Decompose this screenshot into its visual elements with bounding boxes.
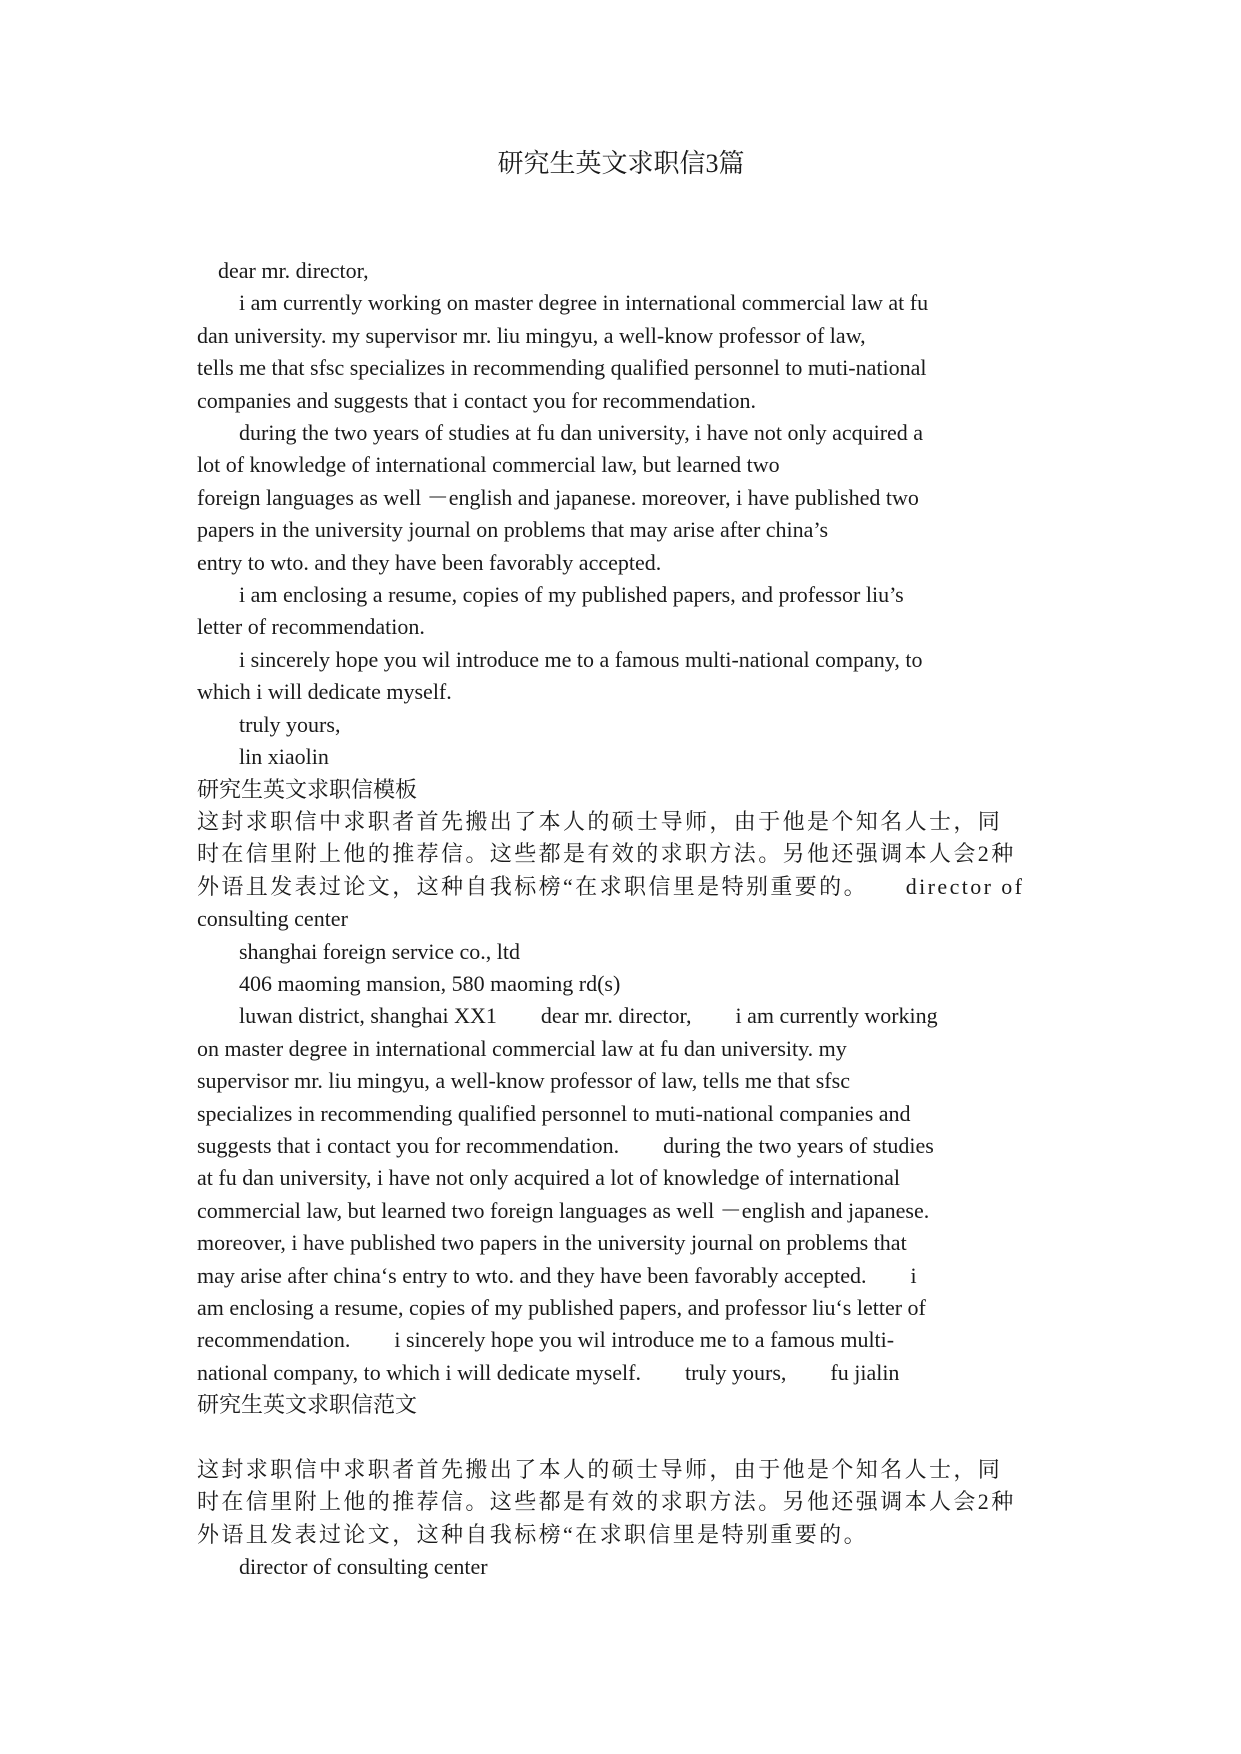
text-line: which i will dedicate myself. (197, 679, 452, 705)
text-line: companies and suggests that i contact you for recommendation. (197, 387, 757, 413)
text-line: 这封求职信中求职者首先搬出了本人的硕士导师，由于他是个知名人士，同 (197, 1457, 1003, 1483)
text-line: truly yours, (239, 711, 341, 737)
text-line: tells me that sfsc specializes in recommending qualified personnel to muti-national (197, 355, 927, 381)
document-content (0, 146, 1241, 1584)
text-line: entry to wto. and they have been favorably accepted. (197, 549, 662, 575)
text-line: 406 maoming mansion, 580 maoming rd(s) (239, 970, 621, 996)
text-line: consulting center (197, 906, 348, 932)
text-line: commercial law, but learned two foreign languages as well －english and japanese. (197, 1197, 930, 1223)
text-line: papers in the university journal on problems that may arise after china’s (197, 517, 829, 543)
text-line: 时在信里附上他的推荐信。这些都是有效的求职方法。另他还强调本人会2种 (197, 841, 1016, 867)
text-line: during the two years of studies at fu dan university, i have not only acquired a (239, 420, 924, 446)
text-line: suggests that i contact you for recommendation. during the two years of studies (197, 1132, 934, 1158)
text-line: i am currently working on master degree in international commercial law at fu (239, 290, 929, 316)
document-title: 研究生英文求职信3篇 (497, 149, 745, 178)
text-line: luwan district, shanghai XX1 dear mr. director, i am currently working (239, 1003, 938, 1029)
title-gap (197, 182, 1091, 255)
text-line (197, 1422, 1091, 1454)
text-line: 外语且发表过论文，这种自我标榜“在求职信里是特别重要的。 (197, 1521, 868, 1547)
text-line: 外语且发表过论文，这种自我标榜“在求职信里是特别重要的。 director of (197, 873, 1025, 899)
text-line: specializes in recommending qualified personnel to muti-national companies and (197, 1100, 911, 1126)
text-line: moreover, i have published two papers in the university journal on problems that (197, 1230, 907, 1256)
text-line: director of consulting center (239, 1554, 488, 1580)
text-line: lin xiaolin (239, 744, 329, 770)
text-line: on master degree in international commercial law at fu dan university. my (197, 1035, 847, 1061)
text-line: foreign languages as well －english and japanese. moreover, i have published two (197, 484, 919, 510)
text-line: 这封求职信中求职者首先搬出了本人的硕士导师，由于他是个知名人士，同 (197, 808, 1003, 834)
text-line: 时在信里附上他的推荐信。这些都是有效的求职方法。另他还强调本人会2种 (197, 1489, 1016, 1515)
text-line: may arise after china‘s entry to wto. and they have been favorably accepted. i (197, 1262, 917, 1288)
text-line: letter of recommendation. (197, 614, 425, 640)
text-line: lot of knowledge of international commercial law, but learned two (197, 452, 780, 478)
text-line: 研究生英文求职信范文 (197, 1392, 418, 1418)
document-body (197, 255, 1091, 1584)
text-line: am enclosing a resume, copies of my published papers, and professor liu‘s letter of (197, 1295, 926, 1320)
text-line: i sincerely hope you wil introduce me to a famous multi-national company, to (239, 646, 923, 672)
text-line: recommendation. i sincerely hope you wil introduce me to a famous multi- (197, 1327, 895, 1353)
text-line: national company, to which i will dedicate myself. truly yours, fu jialin (197, 1359, 900, 1385)
text-line: at fu dan university, i have not only acquired a lot of knowledge of international (197, 1165, 900, 1191)
text-line: supervisor mr. liu mingyu, a well-know professor of law, tells me that sfsc (197, 1068, 850, 1094)
text-line: dear mr. director, (218, 258, 369, 283)
text-line: 研究生英文求职信模板 (197, 776, 418, 802)
text-line: dan university. my supervisor mr. liu mingyu, a well-know professor of law, (197, 322, 866, 348)
text-line: i am enclosing a resume, copies of my published papers, and professor liu’s (239, 582, 904, 608)
text-line: shanghai foreign service co., ltd (239, 938, 521, 964)
